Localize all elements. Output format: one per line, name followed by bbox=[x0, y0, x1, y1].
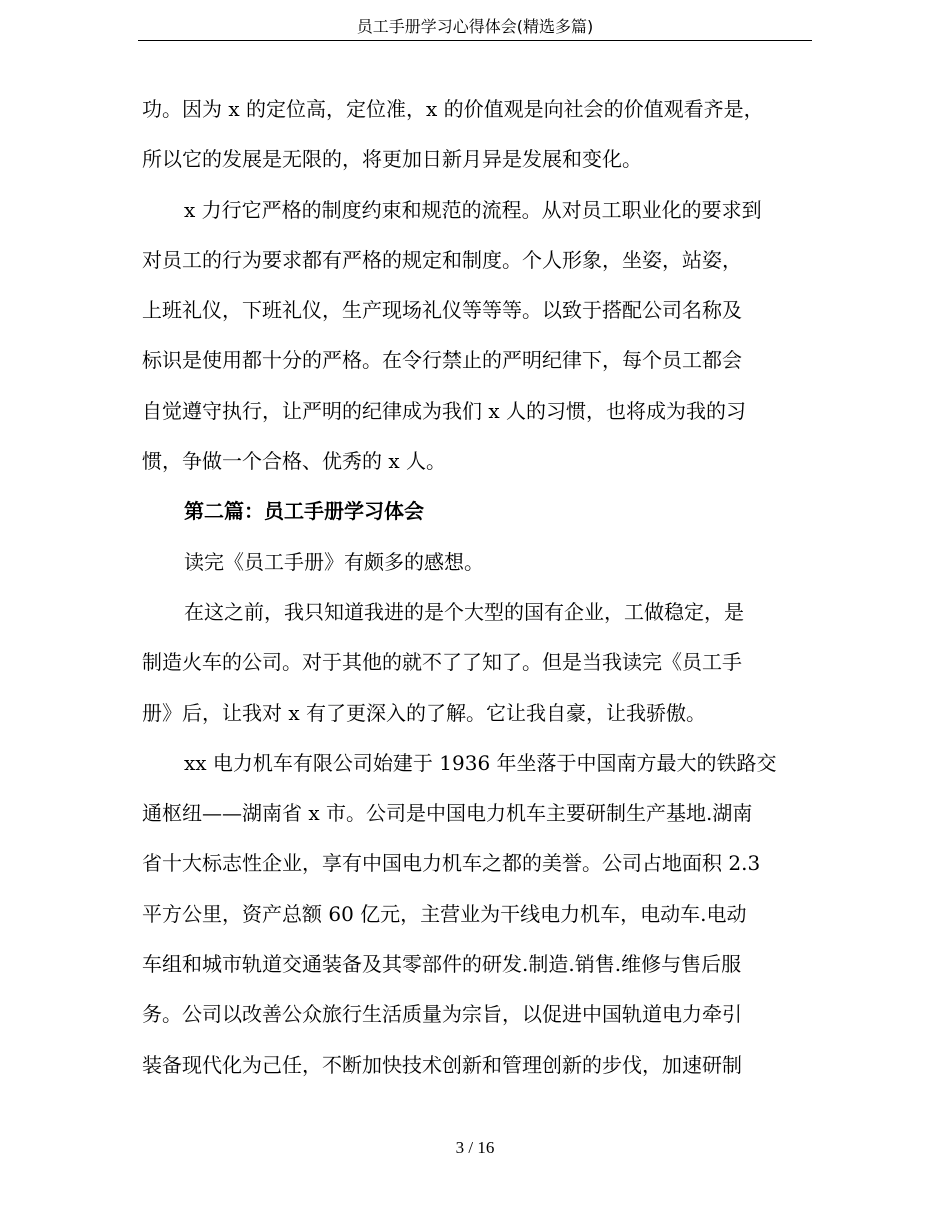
body-line: 在这之前，我只知道我进的是个大型的国有企业，工做稳定，是 bbox=[184, 599, 744, 624]
body-line: 装备现代化为己任，不断加快技术创新和管理创新的步伐，加速研制 bbox=[142, 1052, 742, 1077]
body-line: 自觉遵守执行，让严明的纪律成为我们 x 人的习惯，也将成为我的习 bbox=[142, 398, 746, 423]
document-body bbox=[142, 84, 814, 1090]
body-line: 制造火车的公司。对于其他的就不了了知了。但是当我读完《员工手 bbox=[142, 650, 742, 675]
body-line: x 力行它严格的制度约束和规范的流程。从对员工职业化的要求到 bbox=[184, 197, 762, 222]
body-line: 标识是使用都十分的严格。在令行禁止的严明纪律下，每个员工都会 bbox=[142, 348, 742, 373]
page-number: 3 / 16 bbox=[455, 1138, 495, 1157]
body-line: 平方公里，资产总额 60 亿元，主营业为干线电力机车，电动车.电动 bbox=[142, 901, 747, 926]
body-line: 车组和城市轨道交通装备及其零部件的研发.制造.销售.维修与售后服 bbox=[142, 952, 742, 977]
body-line: 册》后，让我对 x 有了更深入的了解。它让我自豪，让我骄傲。 bbox=[142, 700, 706, 725]
body-line: 务。公司以改善公众旅行生活质量为宗旨，以促进中国轨道电力牵引 bbox=[142, 1002, 742, 1027]
body-line: 功。因为 x 的定位高，定位准，x 的价值观是向社会的价值观看齐是， bbox=[142, 97, 764, 121]
document-title: 员工手册学习心得体会(精选多篇) bbox=[356, 17, 594, 36]
body-line: 上班礼仪，下班礼仪，生产现场礼仪等等等。以致于搭配公司名称及 bbox=[142, 298, 742, 323]
body-line: 读完《员工手册》有颇多的感想。 bbox=[184, 549, 484, 574]
body-line: 省十大标志性企业，享有中国电力机车之都的美誉。公司占地面积 2.3 bbox=[142, 851, 761, 876]
body-line: 所以它的发展是无限的，将更加日新月异是发展和变化。 bbox=[142, 147, 642, 172]
section-heading: 第二篇：员工手册学习体会 bbox=[184, 499, 424, 524]
body-line: xx 电力机车有限公司始建于 1936 年坐落于中国南方最大的铁路交 bbox=[184, 750, 777, 775]
body-line: 惯，争做一个合格、优秀的 x 人。 bbox=[142, 449, 446, 474]
body-line: 通枢纽——湖南省 x 市。公司是中国电力机车主要研制生产基地.湖南 bbox=[142, 801, 753, 826]
body-line: 对员工的行为要求都有严格的规定和制度。个人形象，坐姿，站姿， bbox=[142, 247, 742, 272]
page-header bbox=[138, 14, 812, 41]
